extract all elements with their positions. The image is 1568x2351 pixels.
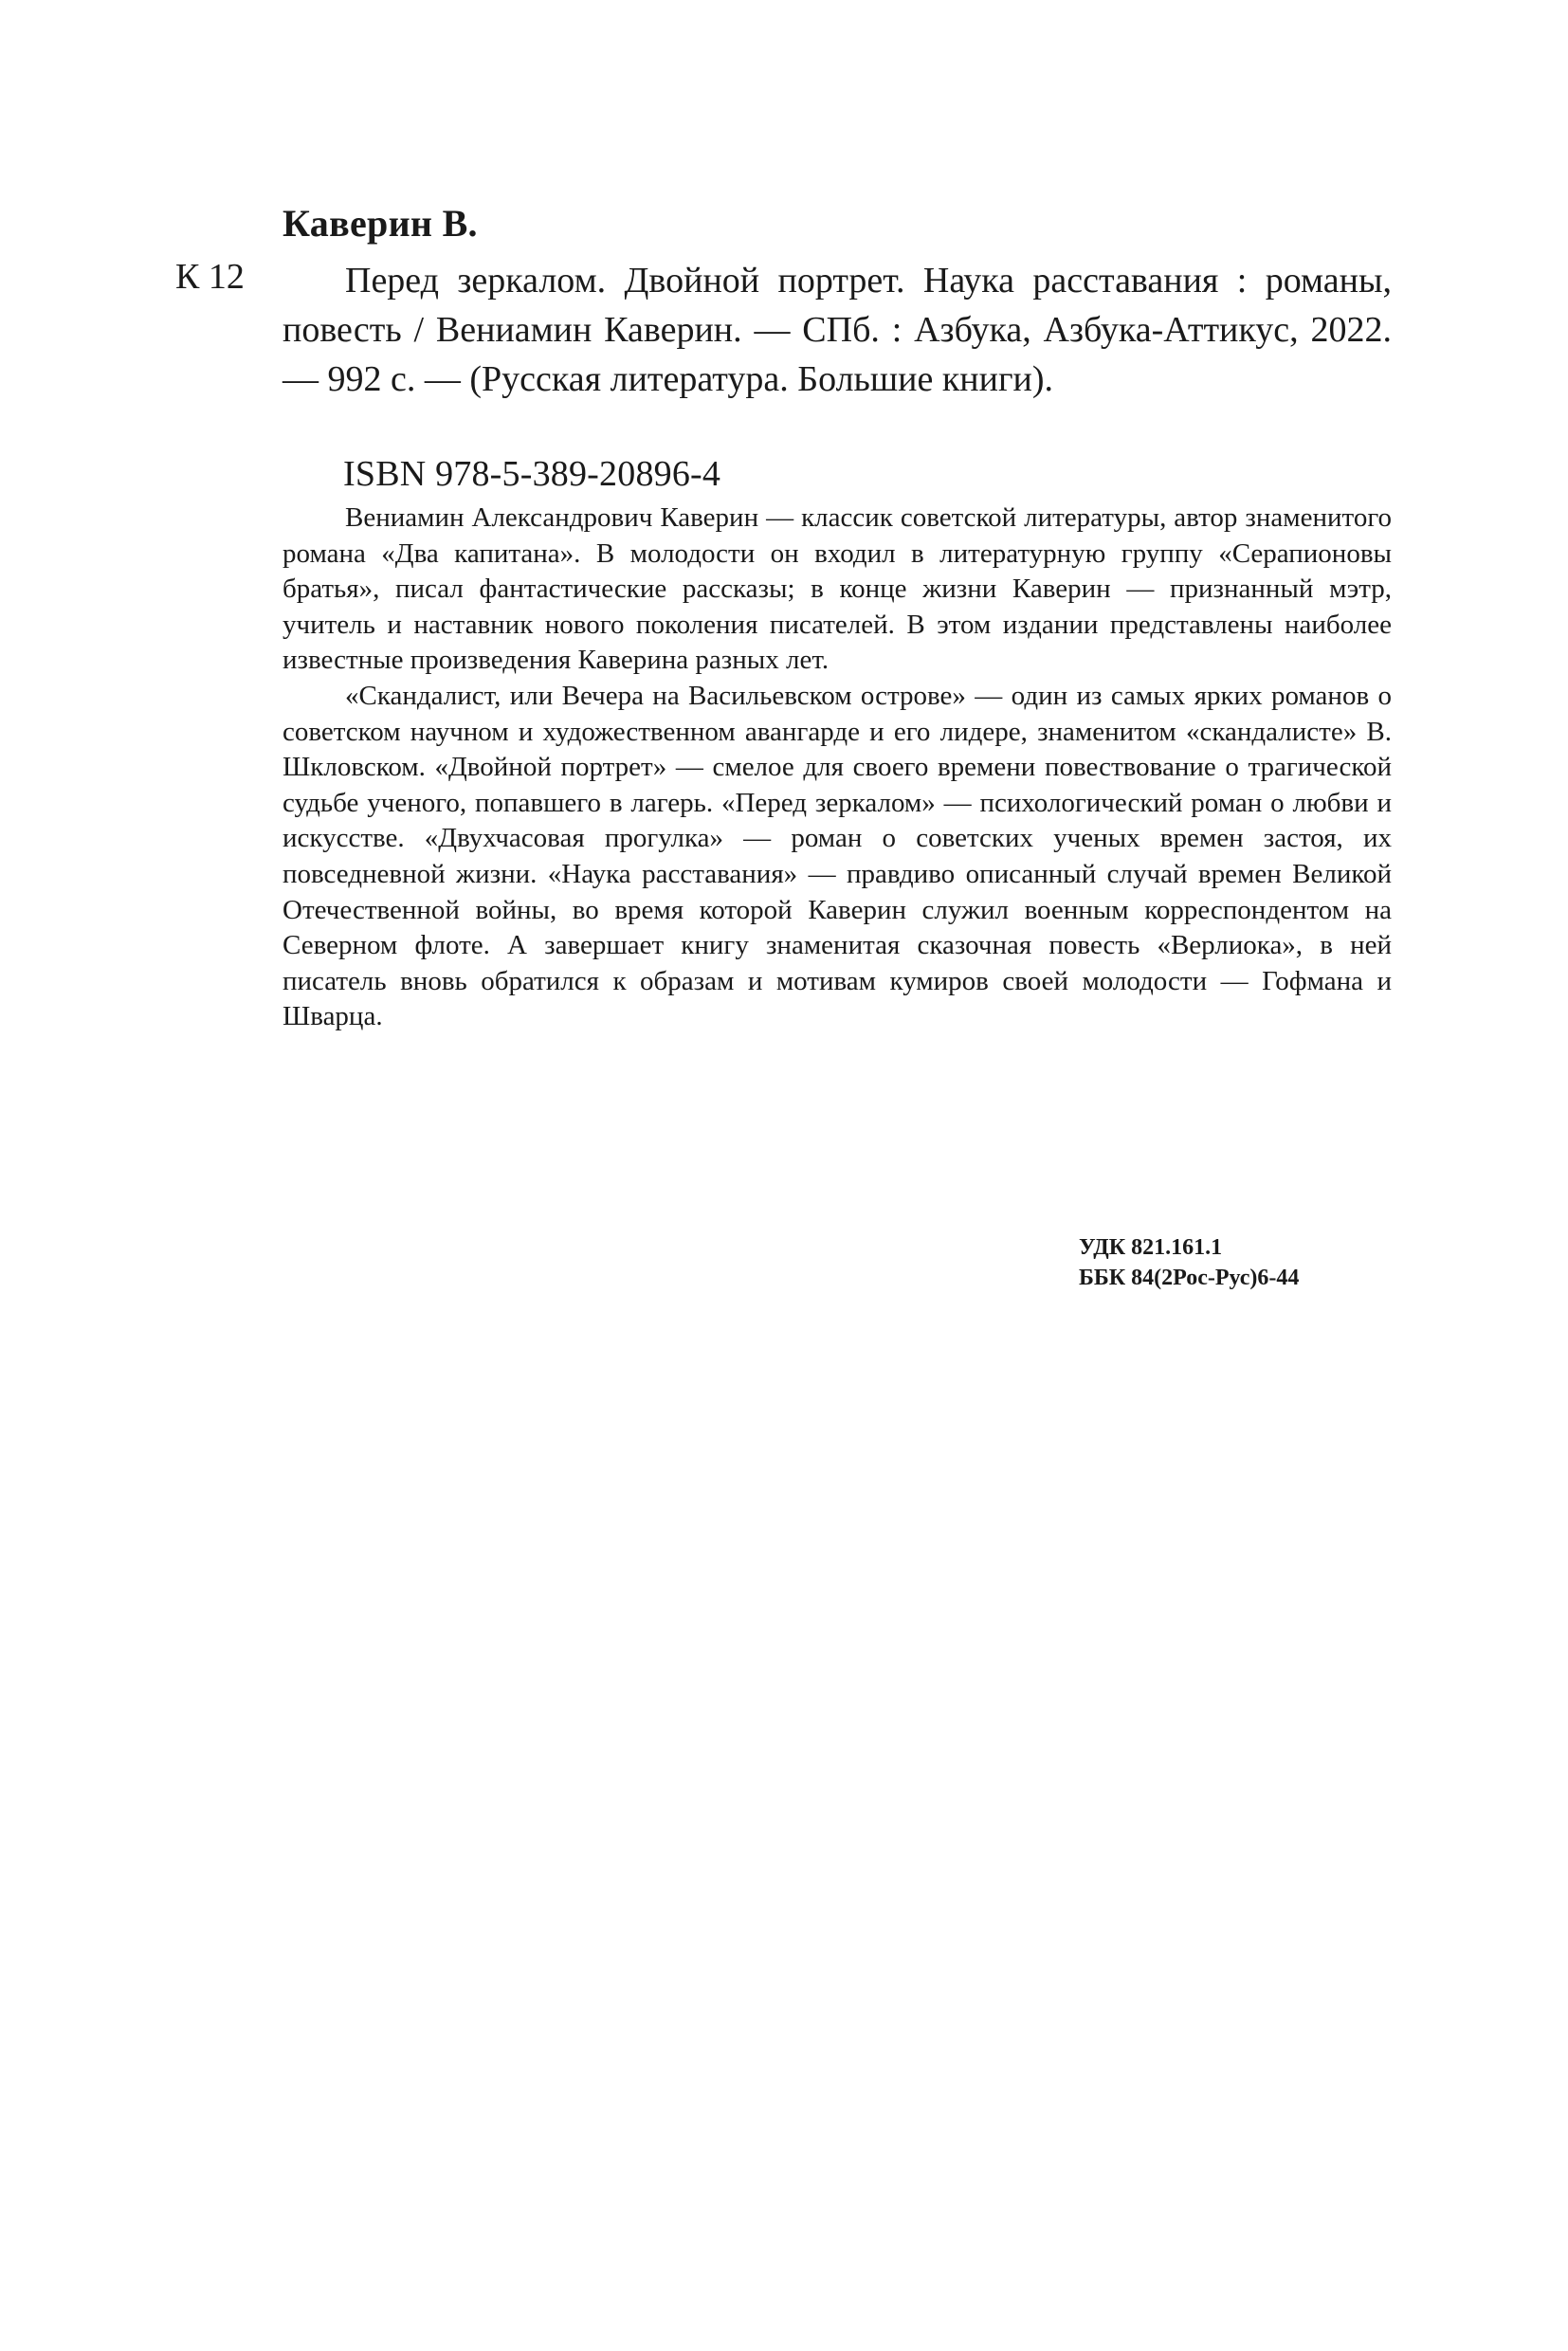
udk-code: УДК 821.161.1 <box>1079 1235 1223 1260</box>
bibliographic-description: Перед зеркалом. Двойной портрет. Наука расставания : романы, повесть / Вениамин Каверин. — СПб. : Азбука, Азбука-Аттикус, 2022. — 992 с. — (Русская литература. Большие книги). <box>283 261 1392 399</box>
annotation-paragraph: «Скандалист, или Вечера на Васильевском острове» — один из самых ярких романов о советском научном и художественном авангарде и его лидере, знаменитом «скандалисте» В. Шкловском. «Двойной портрет» — смелое для своего времени повествование о трагической судьбе ученого, попавшего в лагерь. «Перед зеркалом» — психологический роман о любви и искусстве. «Двухчасовая прогулка» — роман о советских ученых времен застоя, их повседневной жизни. «Наука расставания» — правдиво описанный случай времен Великой Отечественной войны, во время которой Каверин служил военным корреспондентом на Северном флоте. А завершает книгу знаменитая сказочная повесть «Верлиока», в ней писатель вновь обратился к образам и мотивам кумиров своей молодости — Гофмана и Шварца. <box>283 680 1392 1032</box>
bbk-code: ББК 84(2Рос-Рус)6-44 <box>1079 1266 1300 1290</box>
author-sign-index: К 12 <box>175 257 245 297</box>
isbn-number: ISBN 978-5-389-20896-4 <box>343 454 721 494</box>
annotation <box>283 501 1392 1035</box>
classification-codes <box>1079 1232 1299 1293</box>
author-heading: Каверин В. <box>283 202 478 245</box>
annotation-paragraph: Вениамин Александрович Каверин — классик советской литературы, автор знаменитого романа «Два капитана». В молодости он входил в литературную группу «Серапионовы братья», писал фантастические рассказы; в конце жизни Каверин — признанный мэтр, учитель и наставник нового поколения писателей. В этом издании представлены наиболее известные произведения Каверина разных лет. <box>283 502 1392 676</box>
